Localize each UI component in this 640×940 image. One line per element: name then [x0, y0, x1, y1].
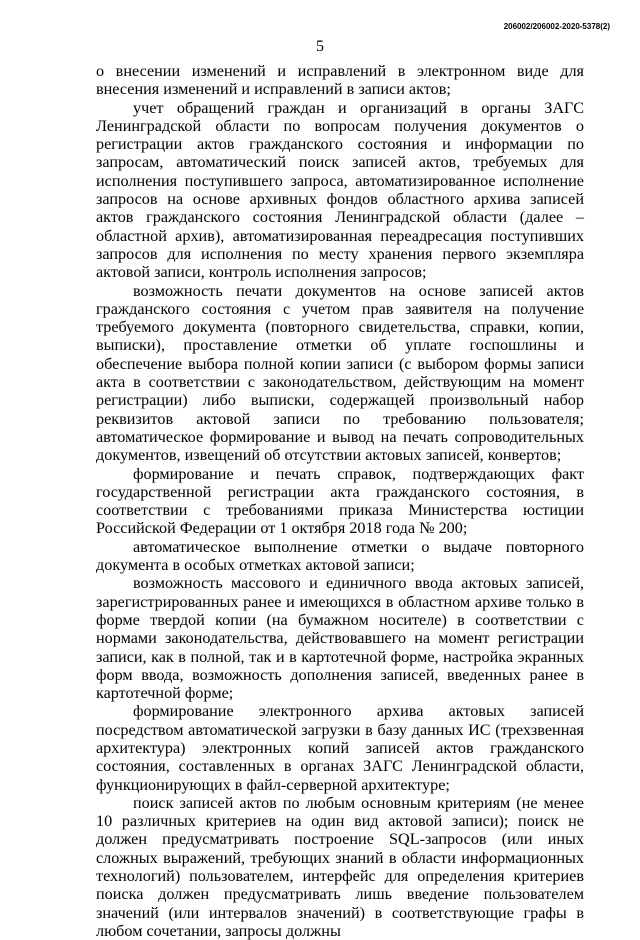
paragraph-certificate-printing: формирование и печать справок, подтверждающих факт государственной регистрации акта гражданского состояния, в соответствии с требованиями приказа Министерства юстиции Российской Федерации от 1 октября 2018 года № 200;: [96, 464, 584, 538]
paragraph-document-printing: возможность печати документов на основе записей актов гражданского состояния с учетом прав заявителя на получение требуемого документа (повторного свидетельства, справки, копии, выписки), проставление отметки об уплате госпошлины и обеспечение выбора полной копии записи (с выбором формы записи акта в соответствии с законодательством, действующим на момент регистрации) либо выписки, содержащей произвольный набор реквизитов актовой записи по требованию пользователя; автоматическое формирование и вывод на печать сопроводительных документов, извещений об отсутствии актовых записей, конвертов;: [96, 281, 584, 465]
paragraph-record-input: возможность массового и единичного ввода актовых записей, зарегистрированных ранее и имеющихся в областном архиве только в форме твердой копии (на бумажном носителе) в соответствии с нормами законодательства, действовавшего на момент регистрации записи, как в полной, так и в картотечной форме, настройка экранных форм ввода, возможность дополнения записей, введенных ранее в картотечной форме;: [96, 574, 584, 703]
document-registration-number: 206002/206002-2020-5378(2): [503, 22, 610, 31]
paragraph-amendments: о внесении изменений и исправлений в электронном виде для внесения изменений и исправлений в записи актов;: [96, 62, 584, 99]
paragraph-reissue-mark: автоматическое выполнение отметки о выдаче повторного документа в особых отметках актовой записи;: [96, 537, 584, 575]
paragraph-record-search: поиск записей актов по любым основным критериям (не менее 10 различных критериев на один вид актовой записи); поиск не должен предусматривать построение SQL-запросов (или иных сложных выражений, требующих знаний в области информационных технологий) пользователем, интерфейс для определения критериев поиска должен предусматривать лишь введение пользователем значений (или интервалов значений) в соответствующие графы в любом сочетании, запросы должны: [96, 793, 584, 940]
page-number: 5: [316, 38, 324, 55]
paragraph-electronic-archive: формирование электронного архива актовых записей посредством автоматической загрузки в базу данных ИС (трехзвенная архитектура) электронных копий записей актов гражданского состояния, составленных в органах ЗАГС Ленинградской области, функционирующих в файл-серверной архитектуре;: [96, 702, 584, 794]
document-body: [96, 62, 584, 940]
paragraph-request-accounting: учет обращений граждан и организаций в органы ЗАГС Ленинградской области по вопросам получения документов о регистрации актов гражданского состояния и информации по запросам, автоматический поиск записей актов, требуемых для исполнения поступившего запроса, автоматизированное исполнение запросов на основе архивных фондов областного архива записей актов гражданского состояния Ленинградской области (далее – областной архив), автоматизированная переадресация поступивших запросов для исполнения по месту хранения первого экземпляра актовой записи, контроль исполнения запросов;: [96, 98, 584, 282]
